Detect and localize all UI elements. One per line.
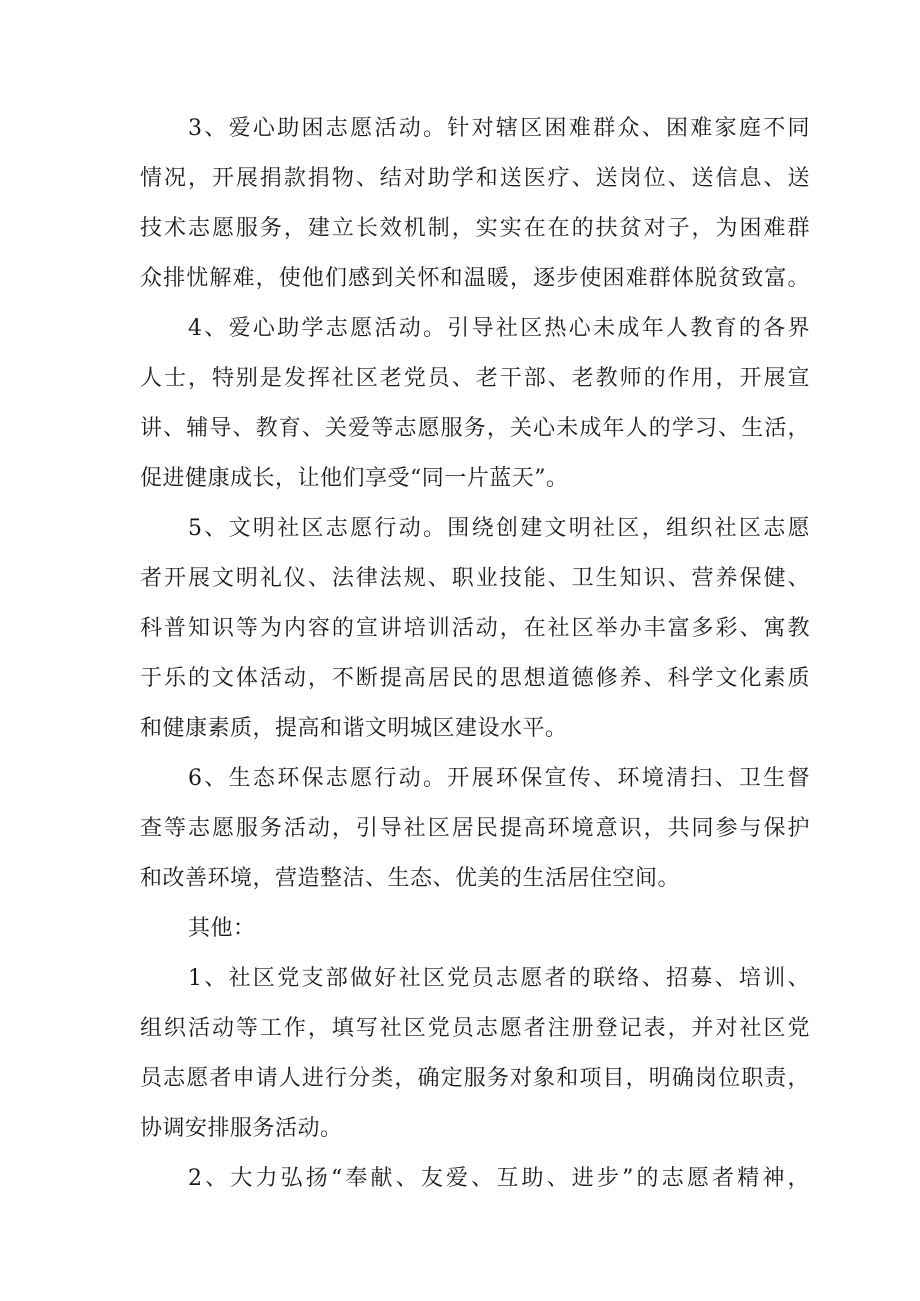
text-line: 讲、辅导、教育、关爱等志愿服务，关心未成年人的学习、生活， (140, 416, 810, 441)
text-line: 5、文明社区志愿行动。围绕创建文明社区，组织社区志愿 (188, 516, 810, 541)
text-line: 6、生态环保志愿行动。开展环保宣传、环境清扫、卫生督 (188, 766, 810, 791)
text-line: 技术志愿服务，建立长效机制，实实在在的扶贫对子，为困难群 (140, 216, 810, 241)
text-line: 和健康素质，提高和谐文明城区建设水平。 (140, 716, 568, 741)
text-line: 1、社区党支部做好社区党员志愿者的联络、招募、培训、 (188, 966, 810, 991)
text-line: 查等志愿服务活动，引导社区居民提高环境意识，共同参与保护 (140, 816, 810, 841)
text-line: 科普知识等为内容的宣讲培训活动，在社区举办丰富多彩、寓教 (140, 616, 810, 641)
text-line: 和改善环境，营造整洁、生态、优美的生活居住空间。 (140, 866, 681, 891)
text-line: 促进健康成长，让他们享受“同一片蓝天”。 (140, 466, 569, 491)
text-line: 2、大力弘扬“奉献、友爱、互助、进步”的志愿者精神， (188, 1166, 810, 1191)
text-line: 协调安排服务活动。 (140, 1116, 343, 1141)
text-line: 员志愿者申请人进行分类，确定服务对象和项目，明确岗位职责， (140, 1066, 810, 1091)
text-line: 3、爱心助困志愿活动。针对辖区困难群众、困难家庭不同 (188, 116, 810, 141)
text-line: 于乐的文体活动，不断提高居民的思想道德修养、科学文化素质 (140, 666, 810, 691)
text-line: 组织活动等工作，填写社区党员志愿者注册登记表，并对社区党 (140, 1016, 810, 1041)
text-line: 人士，特别是发挥社区老党员、老干部、老教师的作用，开展宣 (140, 366, 810, 391)
text-line: 情况，开展捐款捐物、结对助学和送医疗、送岗位、送信息、送 (140, 166, 810, 191)
section-heading: 其他： (188, 916, 256, 941)
text-line: 者开展文明礼仪、法律法规、职业技能、卫生知识、营养保健、 (140, 566, 810, 591)
text-line: 众排忧解难，使他们感到关怀和温暖，逐步使困难群体脱贫致富。 (140, 266, 810, 291)
text-line: 4、爱心助学志愿活动。引导社区热心未成年人教育的各界 (188, 316, 810, 341)
